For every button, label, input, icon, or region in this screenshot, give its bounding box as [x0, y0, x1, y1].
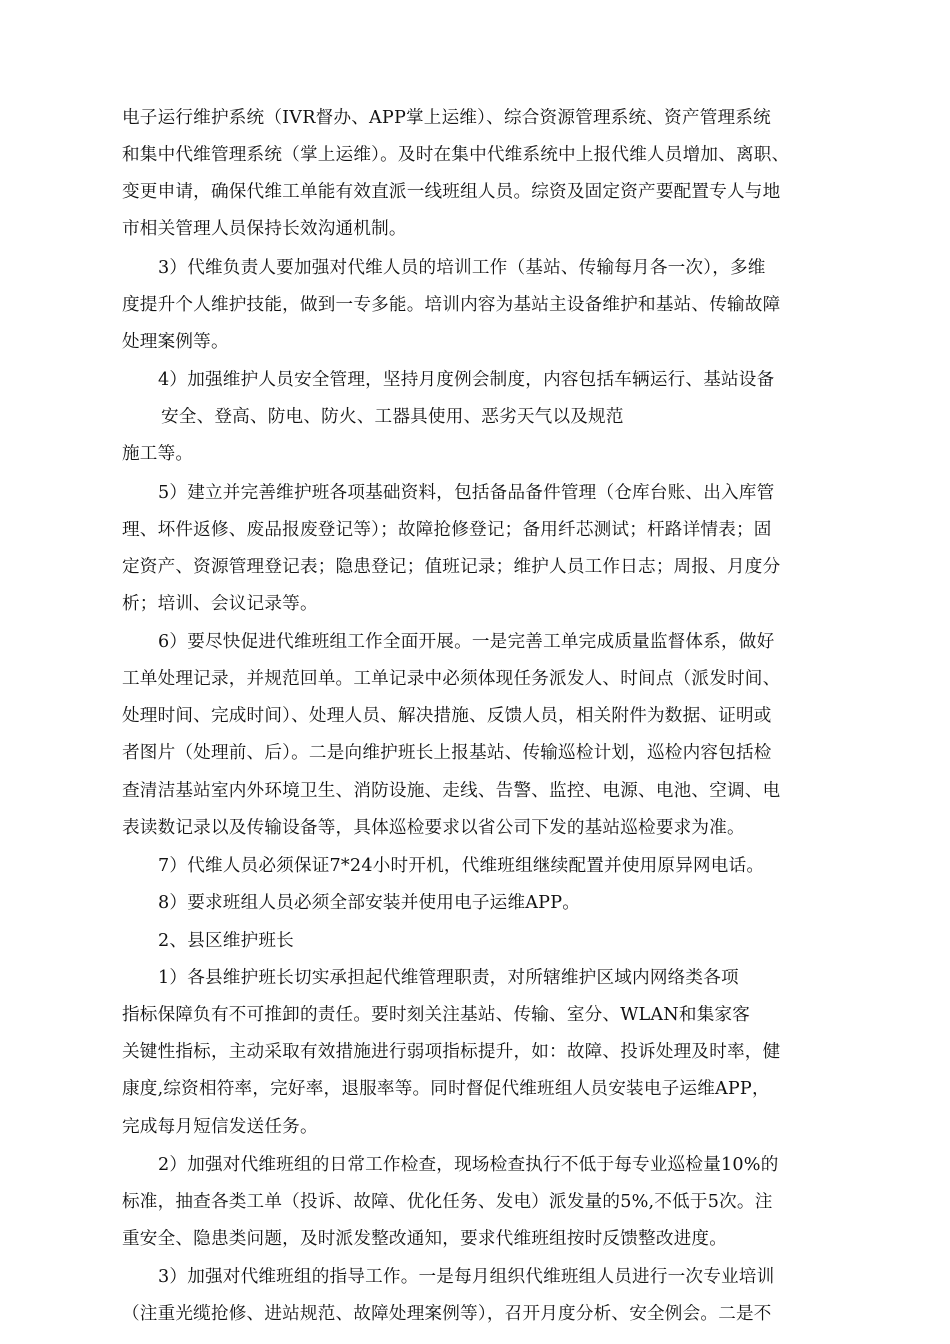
text-line: 重安全、隐患类问题，及时派发整改通知，要求代维班组按时反馈整改进度。 [122, 1229, 727, 1249]
text-line: 2）加强对代维班组的日常工作检查，现场检查执行不低于每专业巡检量10%的 [158, 1155, 779, 1175]
text-line: 4）加强维护人员安全管理，坚持月度例会制度，内容包括车辆运行、基站设备 [158, 370, 775, 390]
text-line: （注重光缆抢修、进站规范、故障处理案例等），召开月度分析、安全例会。二是不 [122, 1304, 772, 1324]
text-line: 5）建立并完善维护班各项基础资料，包括备品备件管理（仓库台账、出入库管 [158, 483, 775, 503]
text-line: 表读数记录以及传输设备等，具体巡检要求以省公司下发的基站巡检要求为准。 [122, 818, 745, 838]
text-line: 和集中代维管理系统（掌上运维）。及时在集中代维系统中上报代维人员增加、离职、 [122, 145, 790, 165]
text-line: 理、坏件返修、废品报废登记等）；故障抢修登记；备用纤芯测试；杆路详情表；固 [122, 520, 772, 540]
text-line: 关键性指标，主动采取有效措施进行弱项指标提升，如：故障、投诉处理及时率，健 [122, 1042, 781, 1062]
text-line: 7）代维人员必须保证7*24小时开机，代维班组继续配置并使用原异网电话。 [158, 856, 765, 876]
text-line: 处理案例等。 [122, 332, 229, 352]
text-line: 定资产、资源管理登记表；隐患登记；值班记录；维护人员工作日志；周报、月度分 [122, 557, 781, 577]
text-line: 市相关管理人员保持长效沟通机制。 [122, 219, 407, 239]
text-line: 康度,综资相符率，完好率，退服率等。同时督促代维班组人员安装电子运维APP， [122, 1079, 770, 1099]
text-line: 指标保障负有不可推卸的责任。要时刻关注基站、传输、室分、WLAN和集家客 [122, 1005, 751, 1025]
section-heading: 2、县区维护班长 [158, 931, 294, 951]
text-line: 工单处理记录，并规范回单。工单记录中必须体现任务派发人、时间点（派发时间、 [122, 669, 781, 689]
text-line: 电子运行维护系统（IVR督办、APP掌上运维）、综合资源管理系统、资产管理系统 [122, 108, 771, 128]
text-line: 安全、登高、防电、防火、工器具使用、恶劣天气以及规范 [161, 407, 624, 427]
text-line: 3）加强对代维班组的指导工作。一是每月组织代维班组人员进行一次专业培训 [158, 1267, 775, 1287]
text-line: 度提升个人维护技能，做到一专多能。培训内容为基站主设备维护和基站、传输故障 [122, 295, 781, 315]
text-line: 1）各县维护班长切实承担起代维管理职责，对所辖维护区域内网络类各项 [158, 968, 739, 988]
text-line: 者图片（处理前、后）。二是向维护班长上报基站、传输巡检计划，巡检内容包括检 [122, 743, 772, 763]
text-line: 析；培训、会议记录等。 [122, 594, 318, 614]
text-line: 查清洁基站室内外环境卫生、消防设施、走线、告警、监控、电源、电池、空调、电 [122, 781, 781, 801]
text-line: 标准，抽查各类工单（投诉、故障、优化任务、发电）派发量的5%,不低于5次。注 [122, 1192, 773, 1212]
text-line: 施工等。 [122, 444, 194, 464]
text-line: 8）要求班组人员必须全部安装并使用电子运维APP。 [158, 893, 581, 913]
text-line: 变更申请，确保代维工单能有效直派一线班组人员。综资及固定资产要配置专人与地 [122, 182, 781, 202]
text-line: 3）代维负责人要加强对代维人员的培训工作（基站、传输每月各一次），多维 [158, 258, 766, 278]
text-line: 完成每月短信发送任务。 [122, 1117, 318, 1137]
text-line: 6）要尽快促进代维班组工作全面开展。一是完善工单完成质量监督体系，做好 [158, 632, 775, 652]
text-line: 处理时间、完成时间）、处理人员、解决措施、反馈人员，相关附件为数据、证明或 [122, 706, 772, 726]
